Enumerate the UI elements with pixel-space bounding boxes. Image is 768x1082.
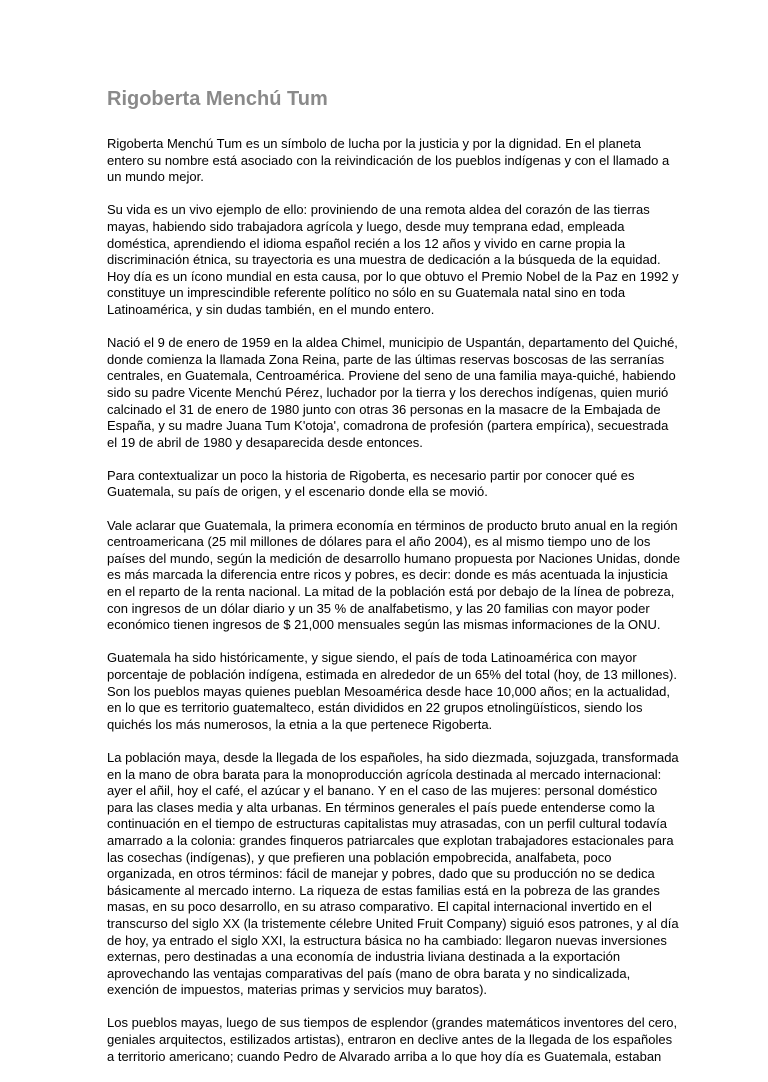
- paragraph-line: Latinoamérica, y sin dudas también, en el mundo entero.: [107, 301, 435, 317]
- paragraph-line: organizada, en otros términos: fácil de manejar y pobres, dado que su producción no se dedica: [107, 866, 655, 882]
- paragraph-line: porcentaje de población indígena, estimada en alrededor de un 65% del total (hoy, de 13 millones).: [107, 667, 677, 682]
- paragraph-line: exención de impuestos, materias primas y servicios muy baratos).: [107, 982, 488, 998]
- paragraph-line: a territorio americano; cuando Pedro de Alvarado arriba a lo que hoy día es Guatemala, estaban: [107, 1048, 662, 1064]
- paragraph-line: Hoy día es un ícono mundial en esta causa, por lo que obtuvo el Premio Nobel de la Paz en 1992 y: [107, 268, 679, 284]
- paragraph-line: donde comienza la llamada Zona Reina, parte de las últimas reservas boscosas de las serranías: [107, 351, 665, 367]
- paragraph-line: en lo que es territorio guatemalteco, están divididos en 22 grupos etnolingüísticos, siendo los: [107, 700, 643, 716]
- paragraph-line: constituye un imprescindible referente político no sólo en su Guatemala natal sino en toda: [107, 285, 626, 301]
- paragraph-line: un mundo mejor.: [107, 169, 204, 185]
- paragraph: [107, 136, 707, 186]
- paragraph-line: para las clases media y alta urbanas. En términos generales el país puede entenderse como la: [107, 799, 655, 815]
- paragraph-line: Su vida es un vivo ejemplo de ello: proviniendo de una remota aldea del corazón de las tierras: [107, 202, 650, 218]
- paragraph-line: en el reparto de la renta nacional. La mitad de la población está por debajo de la línea de pobreza,: [107, 584, 675, 600]
- paragraph-line: geniales arquitectos, estilizados artistas), entraron en declive antes de la llegada de los españoles: [107, 1032, 673, 1048]
- paragraph-line: en la mano de obra barata para la monoproducción agrícola destinada al mercado internacional:: [107, 766, 662, 782]
- paragraph-line: centrales, en Guatemala, Centroamérica. Proviene del seno de una familia maya-quiché, habiendo: [107, 368, 676, 384]
- paragraph: [107, 335, 707, 451]
- paragraph: [107, 650, 707, 733]
- paragraph-line: continuación en el tiempo de estructuras capitalistas muy atrasadas, con un perfil cultural todavía: [107, 816, 668, 832]
- document-title: Rigoberta Menchú Tum: [107, 88, 328, 110]
- paragraph-line: La población maya, desde la llegada de los españoles, ha sido diezmada, sojuzgada, transformada: [107, 749, 679, 765]
- paragraph-line: Son los pueblos mayas quienes pueblan Mesoamérica desde hace 10,000 años; en la actualidad,: [107, 683, 670, 699]
- paragraph-line: con ingresos de un dólar diario y un 35 % de analfabetismo, y las 20 familias con mayor poder: [107, 600, 650, 616]
- paragraph-line: Para contextualizar un poco la historia de Rigoberta, es necesario partir por conocer qué es: [107, 467, 635, 483]
- paragraph-line: entero su nombre está asociado con la reivindicación de los pueblos indígenas y con el llamado a: [107, 152, 670, 168]
- paragraph-line: de hoy, ya entrado el siglo XXI, la estructura básica no ha cambiado: llegaron nuevas inversiones: [107, 932, 667, 948]
- paragraph-line: Vale aclarar que Guatemala, la primera economía en términos de producto bruto anual en la región: [107, 517, 678, 533]
- paragraph: [107, 750, 707, 999]
- paragraph-line: calcinado el 31 de enero de 1980 junto con otras 36 personas en la masacre de la Embajada de: [107, 401, 661, 417]
- paragraph: [107, 202, 707, 318]
- paragraph-line: aprovechando las ventajas comparativas del país (mano de obra barata y no sindicalizada,: [107, 965, 631, 981]
- paragraph-line: Nació el 9 de enero de 1959 en la aldea Chimel, municipio de Uspantán, departamento del Quiché,: [107, 335, 678, 351]
- paragraph-line: Los pueblos mayas, luego de sus tiempos de esplendor (grandes matemáticos inventores del cero,: [107, 1015, 678, 1031]
- paragraph-line: las cosechas (indígenas), y que prefieren una población empobrecida, analfabeta, poco: [107, 849, 612, 865]
- paragraph-line: masas, en su poco desarrollo, en su atraso comparativo. El capital internacional invertido en el: [107, 899, 652, 915]
- paragraph: [107, 518, 707, 634]
- paragraph-line: sido su padre Vicente Menchú Pérez, luchador por la tierra y los derechos indígenas, quien murió: [107, 384, 669, 400]
- paragraph-line: es más marcada la diferencia entre ricos y pobres, es decir: donde es más acentuada la injusticia: [107, 567, 668, 583]
- paragraph-line: Guatemala ha sido históricamente, y sigue siendo, el país de toda Latinoamérica con mayor: [107, 650, 637, 666]
- paragraph-line: discriminación étnica, su trayectoria es una muestra de dedicación a la búsqueda de la equidad.: [107, 252, 661, 268]
- document-body: [107, 136, 707, 1065]
- paragraph-line: básicamente al mercado interno. La riqueza de estas familias está en la pobreza de las grandes: [107, 882, 660, 898]
- paragraph-line: ayer el añil, hoy el café, el azúcar y el banano. Y en el caso de las mujeres: personal doméstico: [107, 783, 658, 799]
- paragraph: [107, 468, 707, 501]
- paragraph-line: centroamericana (25 mil millones de dólares para el año 2004), es al mismo tiempo uno de los: [107, 534, 651, 550]
- paragraph-line: quichés los más numerosos, la etnia a la que pertenece Rigoberta.: [107, 716, 493, 732]
- paragraph-line: externas, pero destinadas a una economía de industria liviana destinada a la exportación: [107, 949, 621, 965]
- paragraph-line: España, y su madre Juana Tum K'otoja', comadrona de profesión (partera empírica), secuestrada: [107, 418, 669, 434]
- paragraph-line: el 19 de abril de 1980 y desaparecida desde entonces.: [107, 434, 423, 450]
- paragraph-line: económico tienen ingresos de $ 21,000 mensuales según las mismas informaciones de la ONU.: [107, 617, 661, 633]
- paragraph: [107, 1015, 707, 1065]
- paragraph-line: países del mundo, según la medición de desarrollo humano propuesta por Naciones Unidas, donde: [107, 550, 681, 566]
- paragraph-line: transcurso del siglo XX (la tristemente célebre United Fruit Company) siguió esos patrones, y al día: [107, 915, 679, 931]
- document: [107, 84, 707, 1082]
- paragraph-line: Rigoberta Menchú Tum es un símbolo de lucha por la justicia y por la dignidad. En el planeta: [107, 136, 642, 151]
- paragraph-line: mayas, habiendo sido trabajadora agrícola y luego, desde muy temprana edad, empleada: [107, 218, 625, 234]
- paragraph-line: doméstica, aprendiendo el idioma español recién a los 12 años y vivido en carne propia la: [107, 235, 626, 251]
- paragraph-line: Guatemala, su país de origen, y el escenario donde ella se movió.: [107, 484, 488, 500]
- paragraph-line: amarrado a la colonia: grandes finqueros patriarcales que explotan trabajadores estacionales para: [107, 832, 674, 848]
